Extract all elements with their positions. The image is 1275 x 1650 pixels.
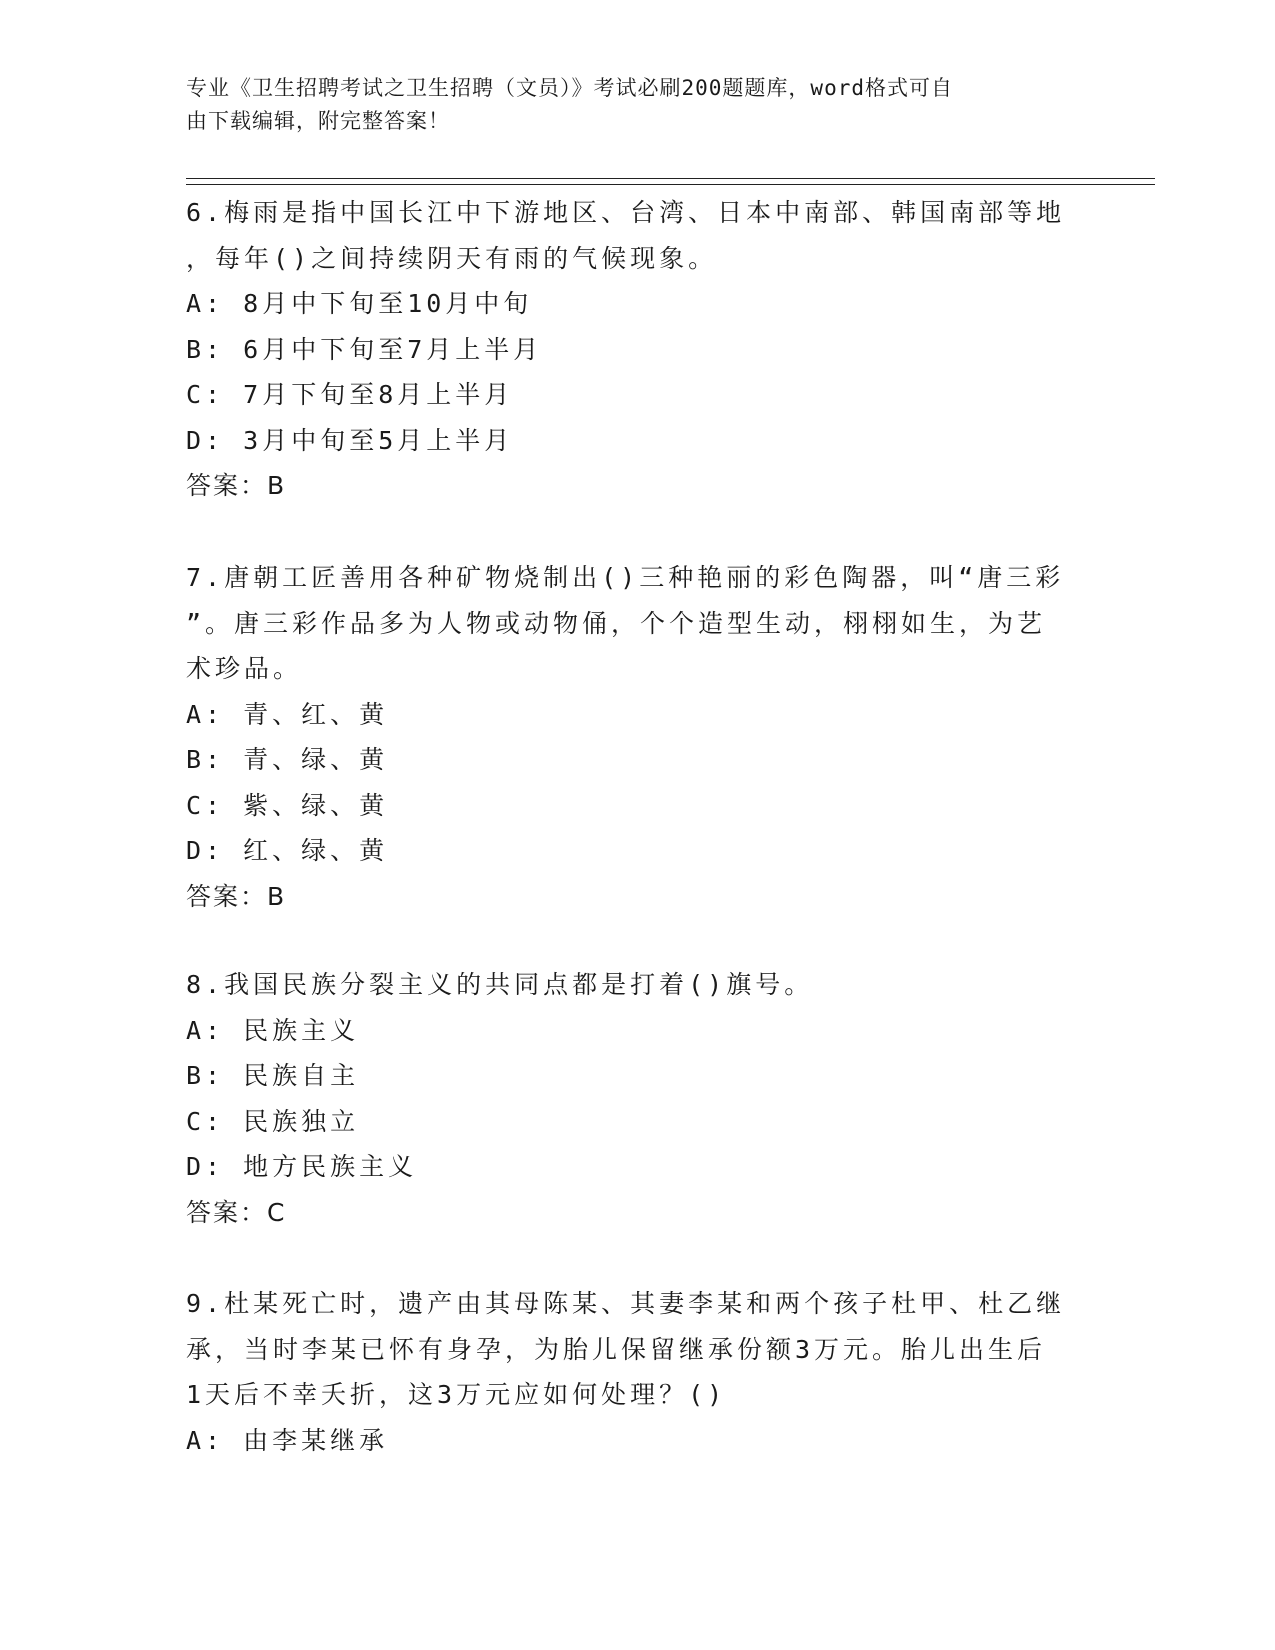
option-a: A: 由李某继承	[186, 1425, 389, 1455]
option-a: A: 民族主义	[186, 1015, 360, 1045]
question-7	[186, 555, 1066, 919]
option-d: D: 3月中旬至5月上半月	[186, 425, 514, 455]
question-6	[186, 190, 1066, 509]
header-line-2: 由下载编辑，附完整答案！	[186, 109, 450, 133]
document-header	[186, 72, 1056, 138]
answer: 答案：C	[186, 1197, 287, 1227]
header-rule-top	[186, 178, 1155, 179]
header-line-1: 专业《卫生招聘考试之卫生招聘（文员）》考试必刷200题题库，word格式可自	[186, 76, 953, 100]
option-c: C: 紫、绿、黄	[186, 790, 389, 820]
question-8	[186, 962, 1066, 1235]
question-stem-line: 术珍品。	[186, 654, 303, 683]
answer: 答案：B	[186, 471, 287, 500]
question-stem-line: ，每年()之间持续阴天有雨的气候现象。	[186, 243, 718, 273]
option-a: A: 青、红、黄	[186, 699, 389, 729]
question-stem-line: 1天后不幸夭折，这3万元应如何处理？()	[186, 1380, 727, 1409]
option-b: B: 青、绿、黄	[186, 745, 389, 774]
answer: 答案：B	[186, 881, 287, 911]
header-rule-bottom	[186, 184, 1155, 185]
option-d: D: 红、绿、黄	[186, 836, 389, 865]
question-stem-line: 8.我国民族分裂主义的共同点都是打着()旗号。	[186, 970, 814, 999]
option-a: A: 8月中下旬至10月中旬	[186, 289, 533, 318]
option-b: B: 6月中下旬至7月上半月	[186, 334, 543, 364]
option-d: D: 地方民族主义	[186, 1152, 418, 1181]
question-stem-line: 9.杜某死亡时，遗产由其母陈某、其妻李某和两个孩子杜甲、杜乙继	[186, 1289, 1066, 1318]
option-c: C: 民族独立	[186, 1106, 360, 1136]
question-stem-line: ”。唐三彩作品多为人物或动物俑，个个造型生动，栩栩如生，为艺	[186, 608, 1047, 638]
question-stem-line: 承，当时李某已怀有身孕，为胎儿保留继承份额3万元。胎儿出生后	[186, 1334, 1047, 1364]
option-b: B: 民族自主	[186, 1061, 360, 1090]
question-stem-line: 7.唐朝工匠善用各种矿物烧制出()三种艳丽的彩色陶器，叫“唐三彩	[186, 563, 1065, 592]
question-stem-line: 6.梅雨是指中国长江中下游地区、台湾、日本中南部、韩国南部等地	[186, 198, 1066, 227]
option-c: C: 7月下旬至8月上半月	[186, 380, 514, 409]
question-9	[186, 1281, 1066, 1463]
